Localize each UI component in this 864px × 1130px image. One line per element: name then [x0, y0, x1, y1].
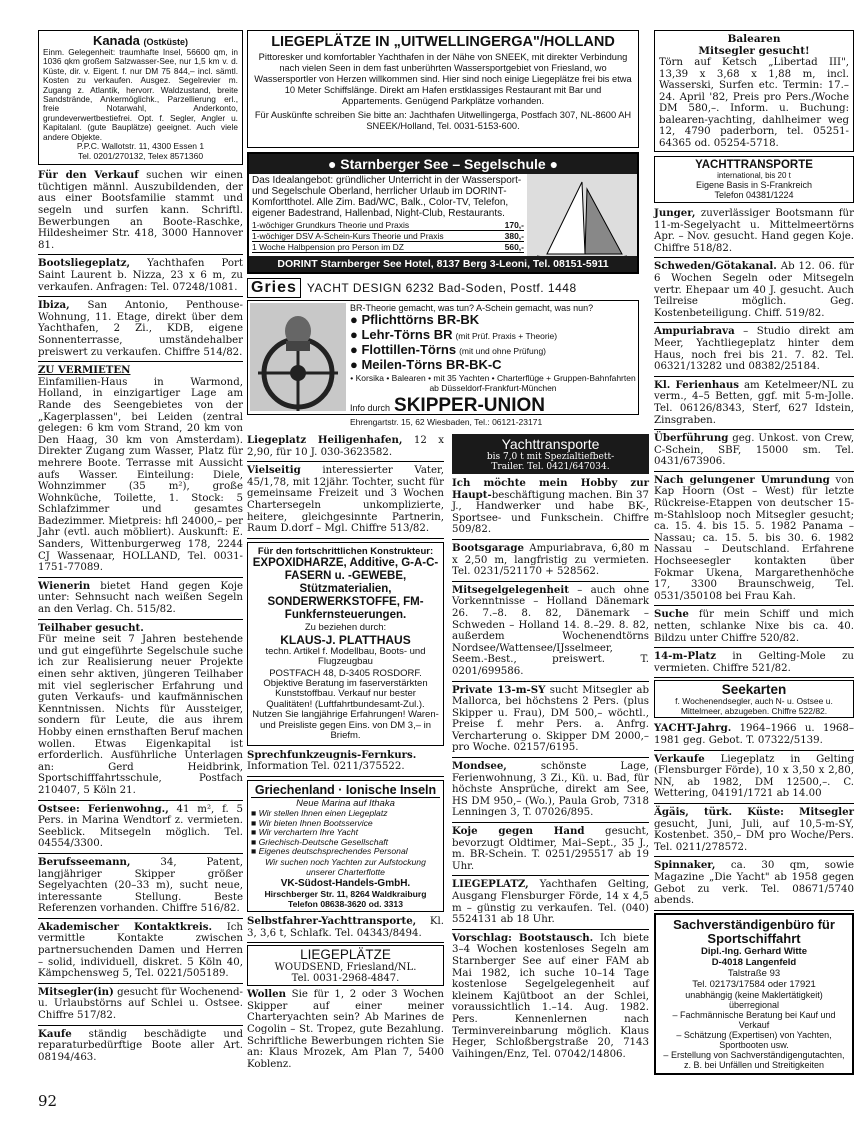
dorint-price-list: [252, 220, 524, 253]
yachttransporte-intl-line2: Eigene Basis in S-Frankreich: [695, 180, 813, 190]
classified-head: Kl. Ferienhaus: [654, 378, 739, 391]
uitwellingerga-contact: Für Auskünfte schreiben Sie bitte an: Jachthafen Uitwellingerga, Postfach 307, NL-8600 AH SNEEK/Holland, Tel. 0031-5153-600.: [254, 110, 632, 131]
classified-spinnaker: [654, 859, 854, 910]
item-text: Wir bieten Ihnen Bootsservice: [258, 817, 373, 828]
balearen-ad: [654, 30, 854, 152]
item-text: Griechisch-Deutsche Gesellschaft: [258, 836, 389, 847]
classified-text: bietet Hand gegen Koje unter: Sehnsucht nach weißen Segeln an den Verlag. Ch. 515/82.: [38, 580, 243, 616]
dash-icon: –: [672, 1009, 680, 1020]
skipper-wheel-icon: [250, 303, 346, 411]
balearen-title: Balearen: [727, 33, 781, 45]
sailboat-icon: [527, 174, 637, 264]
classified-text: in Gelting-Mole zu vermieten. Chiffre 521/82.: [654, 651, 854, 674]
yachttransporte-ad: [452, 434, 649, 474]
classified-text: Ich vermittle Kontakte zwischen partnersuchenden Damen und Herren – solid, individuell, diskret. 5 Köln 40, Kämpchensweg 5, Tel. 0221/505189.: [38, 921, 243, 980]
classified-hobby: [452, 477, 649, 540]
classified-text: Kl. 3, 3,6 t, Schlafk. Tel. 04343/8494.: [247, 916, 444, 939]
classified-platz14: [654, 650, 854, 678]
sachverstaendig-item: [659, 1010, 849, 1030]
classified-text: beschäftigung machen. Bin 37 J., Handwerker und habe BK-, Sportsee- und Funkschein. Chiffre 509/82.: [452, 489, 649, 536]
classified-head: Ägäis, türk. Küste: Mitsegler: [654, 805, 854, 818]
skipper-course: [350, 358, 636, 373]
kanada-body: Einm. Gelegenheit: traumhafte Insel, 56600 qm, in 1036 qkm großem Salzwasser-See, nur 1,5 km v. d. Küste, dir. v. Eigent. f. nur DM 75 844,– incl. sämtl. Kosten zu verkaufen. Ausgez. Segelrevier m. Zugang z. Atlantik, hervorr. Waldzustand, breite Sandstrände, Ankermöglichk., Parzellierung erl., freie Notarwahl, Anderkonto, grundeverwertbestiefrei. Opt. f. Segler, Angler u. Kapitalanl. (gute Bauplätze) geeignet. Auch viele andere Objekte.: [43, 47, 238, 142]
square-bullet-icon: ■: [251, 807, 259, 818]
price-value: 380,-: [504, 231, 524, 241]
sachverstaendig-city: D-4018 Langenfeld: [711, 956, 797, 968]
classified-head: Kaufe: [38, 1027, 72, 1040]
classified-selbstfahrer: [247, 915, 444, 943]
griechenland-list: [251, 809, 440, 857]
classified-head: Ibiza,: [38, 299, 70, 312]
classified-head: LIEGEPLATZ,: [452, 878, 529, 891]
sachverstaendig-ad: [654, 913, 854, 1075]
classified-text: ständig beschädigte und reparaturbedürftige Boote aller Art. 08194/463.: [38, 1028, 243, 1063]
platthaus-products-2: SONDERWERKSTOFFE, FM-Funkfernsteuerungen.: [267, 595, 424, 621]
dorint-body: Das Idealangebot: gründlicher Unterricht in der Wassersport- und Segelschule Oberland, herrlicher Urlaub im DORINT-Komfortthotel. Alle Zim. Bad/WC, Balk., Color-TV, Telefon, eigener Badestrand, Hallenbad, Night-Club, Restaurants.: [252, 175, 522, 219]
classified-text: Yachthafen Gelting, Ausgang Flensburger Förde, 14 x 4,5 m – günstig zu verkaufen. Tel. (040) 5524131 ab 18 Uhr.: [452, 879, 649, 926]
classified-text: Liegeplatz in Gelting (Flensburger Förde), 10 x 3,50 x 2,80, NN, ab 1982, DM 12500,–. C. Wettering, 04191/1721 ab 14.00: [654, 753, 854, 800]
classified-text: Ich biete 3–4 Wochen kostenloses Segeln am Starnberger See auf einer FAM ab Mai 1982, ich suche 10–14 Tage kostenlose Segelgelegenheit auf kleinem Kajütboot an der Schlei, voraussichtlich 1.–14. Aug. 1982. Pers. Kennenlernen nach Terminvereinbarung möglich. Klaus Heger, Schloßbergstraße 20, 7143 Vaihingen/Enz, Tel. 07042/14806.: [452, 932, 650, 1060]
kanada-address: P.P.C. Wallotstr. 11, 4300 Essen 1: [76, 141, 205, 152]
classified-text: Yachthafen Port Saint Laurent b. Nizza, 23 x 6 m, zu verkaufen. Anfragen: Tel. 07248/1081.: [38, 258, 243, 293]
item-text: Fachmännische Beratung bei Kauf und Verkauf: [679, 1009, 836, 1030]
classified-heiligenhafen: [247, 434, 444, 462]
skipper-course: [350, 313, 636, 328]
classified-head: Bootsgarage: [452, 541, 524, 554]
classified-text: zuverlässiger Bootsmann für 11-m-Segelyacht u. Mittelmeertörns Apr. – Nov. gesucht. Hand gegen Koje. Chiffre 518/82.: [654, 208, 854, 254]
yachttransporte-intl-title: YACHTTRANSPORTE: [695, 159, 813, 171]
classified-text: suchen wir einen tüchtigen männl. Auszubildenden, der aus einer Bootsfamilie stammt und segeln und surfen kann. Schriftl. Bewerbungen an Boote-Raschke, Hildesheimer Str. 418, 3000 Hannover 81.: [38, 170, 243, 251]
kanada-title: Kanada: [92, 33, 140, 48]
griechenland-title: Griechenland · Ionische Inseln: [251, 783, 440, 798]
bullet-icon: ●: [350, 312, 362, 327]
classified-umrundung: [654, 474, 854, 607]
seekarten-title: Seekarten: [721, 682, 787, 698]
classified-text: 41 m², f. 5 Pers. in Marina Wendtorf z. vermieten. Seeblick. Mitsegeln möglich. Tel. 04554/3300.: [38, 803, 244, 850]
page-number: 92: [38, 1092, 58, 1110]
uitwellingerga-body: Pittoresker und komfortabler Yachthafen in der Nähe von SNEEK, mit direkter Verbindung nach vielen Seen in dem fast unberührten Wassersportgebiet von Friesland, wo Wassersportler von Herzen willkommen sind. Hier sind noch einige Liegeplätze frei bis etwa 10 Meter Schiffslänge. Direkt am Hafen erstklassiges Restaurant mit Bar und Appartements. Genügend Parkplätze vorhanden.: [254, 52, 632, 106]
classified-head: ZU VERMIETEN: [38, 364, 131, 377]
square-bullet-icon: ■: [251, 846, 259, 857]
classified-text: ca. 30 qm, sowie Magazine „Die Yacht" ab 1958 gegen Gebot zu verk. Tel. 08671/5740 abends.: [654, 860, 854, 907]
item-text: Wir stellen Ihnen einen Liegeplatz: [258, 807, 388, 818]
sachverstaendig-title: Sachverständigenbüro für Sportschiffahrt: [673, 916, 835, 946]
classified-koje: [452, 825, 649, 876]
skipper-union-ad: [247, 300, 639, 427]
classified-head: Wollen: [247, 988, 287, 1001]
woudsend-title: LIEGEPLÄTZE: [300, 947, 391, 963]
platthaus-products: EXPOXIDHARZE, Additive, G-A-C-FASERN u. -GEWEBE, Stützmaterialien,: [252, 556, 439, 595]
yachttransporte-intl-line1: international, bis 20 t: [717, 171, 791, 180]
classified-head: Wienerin: [38, 579, 91, 592]
classified-head: Akademischer Kontaktkreis.: [38, 920, 212, 933]
classified-text: schönste Lage, Ferienwohnung, 3 Zi., Kü. u. Bad, für höchste Ansprüche, direkt am See, HS DM 950,– (Wo.), Paula Grob, 7318 Lenningen 3, T. 07026/895.: [452, 761, 649, 819]
uitwellingerga-ad: [247, 30, 639, 148]
column-3: [452, 434, 649, 1065]
classified-kaufe: [38, 1028, 243, 1067]
classified-head: Mondsee,: [452, 760, 507, 773]
price-value: 170,-: [504, 220, 524, 230]
skipper-intro: BR-Theorie gemacht, was tun? A-Schein gemacht, was nun?: [350, 303, 594, 313]
price-row: [252, 242, 524, 253]
classified-yachtjahrg: [654, 722, 854, 750]
sachverstaendig-name: Dipl.-Ing. Gerhard Witte: [701, 945, 807, 957]
yachttransporte-title: Yachttransporte: [501, 436, 600, 452]
classified-text: Für meine seit 7 Jahren bestehende und gut eingeführte Segelschule suche ich zur Realisierung neuer Projekte einen sehr aktiven, jüngeren Teilhaber mit viel seglerischer Erfahrung und guten Verkaufs- und kaufmännischen Kenntnissen. Nichts für Aussteiger, sondern für Leute, die aus ihrem Hobby einen ernsthaften Beruf machen wollen. Etwas Eigenkapital ist erforderlich. Ausführliche Unterlagen an: Gerd Heidbrink, Sportschifffahrtsschule, Postfach 210407, 5 Köln 21.: [38, 634, 243, 796]
classified-verkaufe: [654, 753, 854, 804]
classified-verkauf: [38, 169, 243, 255]
classified-berufsseemann: [38, 856, 243, 919]
sachverstaendig-item: [659, 1030, 849, 1050]
classified-mitsegelgelegenheit: [452, 584, 649, 682]
skipper-info: Info durch: [350, 403, 391, 413]
griechenland-tel: Telefon 08638-3620 od. 3313: [288, 899, 403, 910]
skipper-extra: • Korsika • Balearen • mit 35 Yachten • Charterflüge + Gruppen-Bahnfahrten ab Düsseldorf-Frankfurt-München: [350, 373, 636, 393]
griechenland-firm: VK-Südost-Handels-GmbH.: [280, 878, 411, 890]
classified-head: Berufsseemann,: [38, 855, 131, 868]
classified-head: YACHT-Jahrg.: [654, 722, 732, 735]
classified-vielseitig: [247, 464, 444, 539]
yachttransporte-line2: Trailer. Tel. 0421/647034.: [491, 462, 610, 472]
classified-text: geg. Unkost. von Crew, C-Schein, SBF, 15000 sm. Tel. 0431/673906.: [654, 433, 854, 468]
square-bullet-icon: ■: [251, 836, 259, 847]
classified-wienerin: [38, 580, 243, 620]
sailboat-illustration: [527, 174, 637, 264]
platthaus-address: POSTFACH 48, D-3405 ROSDORF.: [269, 667, 422, 679]
classified-head: Für den Verkauf: [38, 169, 139, 182]
kanada-ad: [38, 30, 243, 165]
classified-text: 1964–1966 u. 1968–1981 geg. Gebot. T. 07322/5139.: [654, 723, 854, 746]
classified-bootsgarage: [452, 542, 649, 582]
platthaus-name: KLAUS-J. PLATTHAUS: [280, 632, 411, 647]
dorint-ad: [247, 152, 639, 274]
classified-text: 34, Patent, langjähriger Skipper größer Segelyachten (20–33 m), sucht neue, interessante Stellung. Beste Referenzen vorhanden. Chiffre 516/82.: [38, 856, 243, 915]
classified-head: Bootsliegeplatz,: [38, 257, 131, 270]
dash-icon: –: [676, 1029, 684, 1040]
classified-junger: [654, 207, 854, 258]
classified-text: 12 x 2,90, für 10 J. 030-3623582.: [247, 435, 445, 458]
classified-head: Schweden/Götakanal.: [654, 260, 777, 273]
course-name: Lehr-Törns BR: [361, 327, 453, 342]
kanada-tel: Tel. 0201/270132, Telex 8571360: [77, 150, 204, 161]
platthaus-via: Zu beziehen durch:: [304, 621, 387, 633]
seekarten-ad: [654, 680, 854, 718]
classified-ostsee: [38, 803, 243, 854]
classified-suche: [654, 608, 854, 648]
griechenland-ad: [247, 780, 444, 912]
classified-private: [452, 684, 649, 759]
bullet-icon: ●: [350, 342, 362, 357]
sachverstaendig-list: [659, 1010, 849, 1070]
uitwellingerga-title: LIEGEPLÄTZE IN „UITWELLINGERGA"/HOLLAND: [271, 34, 615, 50]
classified-head: Ostsee: Ferienwohng.,: [38, 802, 169, 815]
classified-text: gesucht für Wochenend- u. Urlaubstörns auf Schlei u. Ostsee. Chiffre 517/82.: [38, 986, 243, 1022]
gries-title: YACHT DESIGN 6232 Bad-Soden, Postf. 1448: [306, 281, 577, 295]
classified-ampuriabrava: [654, 325, 854, 376]
column-1: [38, 30, 243, 1068]
wide-ads: [247, 30, 639, 427]
classified-head: Überführung: [654, 432, 729, 445]
woudsend-tel: Tel. 0031-2968-4847.: [291, 973, 400, 985]
classified-text: Sie für 1, 2 oder 3 Wochen Skipper auf einer meiner Charteryachten sein? Ab Marines de Cogolin – St. Tropez, gute Bezahlung. Schriftliche Bewerbungen richten Sie an: Klaus Mrozek, Am Plan 7, 5400 Koblenz.: [247, 989, 444, 1070]
platthaus-desc: techn. Artikel f. Modellbau, Boots- und Flugzeugbau: [265, 645, 426, 668]
griechenland-want: Wir suchen noch Yachten zur Aufstockung unserer Charterflotte: [265, 856, 426, 877]
course-name: Pflichttörns BR-BK: [361, 312, 480, 327]
bullet-icon: ●: [350, 327, 362, 342]
price-value: 560,-: [504, 242, 524, 252]
classified-text: von Kap Hoorn (Ost – West) für letzte Rückreise-Etappen von deutscher 15-m-Stahlsloop noch Mitsegler gesucht; ca. 15. 4. bis 15. 5. 1982 Panama – Nassau; ca. 15. 5. bis 30. 6. 1982 Nassau – Deutschland. Erfahrene Hochseesegler kontakten über Fokmar Ukena, Margarethenhöche 17, 3300 Braunschweig, Tel. 0531/350108 bei Frau Kah.: [654, 474, 854, 602]
skipper-brand: SKIPPER-UNION: [394, 395, 545, 416]
platthaus-body: Objektive Beratung im faserverstärkten Kunststoffbau. Verkauf nur bester Qualitäten! (Luftfahrtbundesamt-Zul.). Nutzen Sie langjährige Erfahrungen! Waren- und Preisliste gegen Eins. von DM 3,– in Briefm.: [252, 677, 439, 742]
price-row: [252, 220, 524, 231]
classified-text: Information Tel. 0211/375522.: [247, 761, 405, 773]
classified-akademischer: [38, 921, 243, 984]
classified-schweden: [654, 260, 854, 323]
item-text: Eigenes deutschsprechendes Personal: [258, 846, 408, 857]
classified-text: gesucht, bevorzugt Oldtimer, Mai–Sept., 35 J., m. BR-Schein. T. 0251/295517 ab 19 Uhr.: [452, 826, 649, 872]
classified-head: Ich möchte mein Hobby zur Haupt-: [452, 477, 649, 501]
dash-icon: –: [663, 1049, 671, 1060]
course-note: (mit und ohne Prüfung): [459, 346, 547, 356]
sachverstaendig-line1: unabhängig (keine Maklertätigkeit) überregional: [685, 989, 823, 1010]
platthaus-intro: Für den fortschrittlichen Konstrukteur:: [257, 545, 434, 557]
sachverstaendig-item: [659, 1050, 849, 1070]
yachttransporte-intl-ad: [654, 156, 854, 203]
kanada-sub: (Ostküste): [143, 37, 189, 47]
woudsend-place: WOUDSEND, Friesland/NL.: [274, 962, 417, 974]
classified-head: Mitsegler(in): [38, 985, 114, 998]
classified-text: – auch ohne Vorkenntnisse – Holland Dänemark 26. 7.–8. 8. 82, Dänemark – Schweden – Holland 14. 8.–29. 8. 82, außerdem Wochenendtörns Nordsee/Wattensee/IJsselmeer, Seem.-Best., preiswert. T. 0201/699586.: [452, 584, 649, 677]
gries-ad: [247, 278, 639, 298]
gries-logo: Gries: [247, 278, 301, 298]
classified-wollen: [247, 988, 444, 1073]
course-note: (mit Prüf. Praxis + Theorie): [455, 331, 558, 341]
classified-head: Sprechfunkzeugnis-Fernkurs.: [247, 748, 417, 761]
bullet-icon: ●: [350, 357, 362, 372]
classified-bootsliegeplatz: [38, 257, 243, 297]
classified-head: Nach gelungener Umrundung: [654, 473, 830, 486]
classified-text: sucht Mitsegler ab Mallorca, bei höchstens 2 Pers. (plus Skipper u. Frau), DM 500,– wöchtl., Preise f. mehr Pers. a. Anfrg. Vercharterung o. Skipper DM 2000,– pro Woche. 02157/6195.: [452, 684, 649, 754]
balearen-sub: Mitsegler gesucht!: [698, 45, 810, 57]
classified-vorschlag: [452, 932, 649, 1064]
item-text: Erstellung von Sachverständigengutachten, z. B. bei Unfällen und Streitigkeiten: [670, 1049, 845, 1070]
classified-teilhaber: [38, 622, 243, 801]
square-bullet-icon: ■: [251, 827, 259, 838]
classified-head: Selbstfahrer-Yachttransporte,: [247, 915, 417, 928]
classified-text: San Antonio, Penthouse-Wohnung, 11. Etage, direkt über dem Yachthafen, 2 Zi., KDB, eigene Sonnenterrasse, umständehalber preiswert zu verkaufen. Chiffre 514/82.: [38, 300, 243, 358]
classified-head: Teilhaber gesucht.: [38, 621, 144, 634]
classified-head: Verkaufe: [654, 752, 705, 765]
price-label: 1-wöchiger Grundkurs Theorie und Praxis: [252, 220, 410, 230]
square-bullet-icon: ■: [251, 817, 259, 828]
classified-ibiza: [38, 299, 243, 362]
classified-head: Ampuriabrava: [654, 325, 735, 338]
classified-text: gesucht, Juni, Juli, auf 10,5-m-SY, Kostenbet. 350,– DM pro Woche/Pers. Tel. 0211/278572.: [654, 818, 854, 853]
classified-vermieten: [38, 364, 243, 578]
skipper-course-list: [350, 313, 636, 373]
item-text: Schätzung (Expertisen) von Yachten, Sportbooten usw.: [683, 1029, 832, 1050]
classified-head: Vielseitig: [247, 464, 301, 477]
classified-head: Private 13-m-SY: [452, 683, 546, 696]
classified-head: 14-m-Platz: [654, 650, 717, 663]
dorint-title: ● Starnberger See – Segelschule ●: [249, 154, 637, 174]
skipper-photo: [250, 303, 346, 411]
sachverstaendig-tel: Tel. 02173/17584 oder 17921: [692, 978, 816, 990]
price-label: 1-wöchiger DSV A-Schein-Kurs Theorie und Praxis: [252, 231, 444, 241]
classified-head: Junger,: [654, 207, 696, 219]
skipper-course: [350, 328, 636, 343]
classified-text: – Studio direkt am Meer, Yachtliegeplatz hinter dem Haus, noch frei bis 21. 7. 82. Tel. 06321/13282 und 08382/25184.: [654, 326, 854, 373]
item-text: Wir verchartern Ihre Yacht: [258, 827, 359, 838]
course-name: Meilen-Törns BR-BK-C: [361, 357, 502, 372]
classified-text: für mein Schiff und mich netten, schlanke Nixe bis ca. 40. Bildzu unter Chiffre 520/82.: [654, 609, 854, 644]
classified-head: Vorschlag: Bootstausch.: [452, 931, 594, 944]
column-2: [247, 434, 444, 1075]
classified-aegaeis: [654, 806, 854, 857]
course-name: Flottillen-Törns: [361, 342, 457, 357]
column-4: [654, 30, 854, 1079]
price-label: 1 Woche Halbpension pro Person im DZ: [252, 242, 404, 252]
woudsend-ad: [247, 945, 444, 986]
seekarten-text: f. Wochenendsegler, auch N- u. Ostsee u. Mittelmeer, abzugeben. Chiffre 522/82.: [675, 696, 833, 716]
balearen-text: Törn auf Ketsch „Libertad III", 13,39 x 3,68 x 1,88 m, incl. Wasserski, Surfen etc. Termin: 17.–24. April '82, Preis pro Pers./Woche DM 580,–. Inform. u. Buchung: balearen-yachting, dahlheimer weg 12, 4790 paderborn, tel. 05251-64365 od. 05254-5718.: [659, 57, 849, 149]
classified-text: Ab 12. 06. für 6 Wochen Segeln oder Mitsegeln vertr. Ehepaar um 40 J. gesucht. Auch Teilreise möglich. Geg. Kostenbeteiligung. Chiff. 519/82.: [654, 261, 854, 319]
classified-text: interessierter Vater, 45/1,78, mit 12jähr. Tochter, sucht für gemeinsame Freizeit und 3 Wochen Chartersegeln unkomplizierte, heitere, gleichgesinnte Partnerin, Raum D.dorf – Mgl. Chiffre 513/82.: [247, 465, 444, 535]
classified-head: Spinnaker,: [654, 859, 716, 872]
classified-head: Koje gegen Hand: [452, 825, 585, 838]
yachttransporte-line1: bis 7,0 t mit Spezialtiefbett-: [486, 452, 615, 462]
price-row: [252, 231, 524, 242]
classified-head: Liegeplatz Heiligenhafen,: [247, 434, 403, 446]
dorint-footer: DORINT Starnberger See Hotel, 8137 Berg 3-Leoni, Tel. 08151-5911: [249, 256, 637, 272]
classified-ferienhaus: [654, 379, 854, 430]
griechenland-sub: Neue Marina auf Ithaka: [296, 797, 395, 809]
griechenland-address: Hirschberger Str. 11, 8264 Waldkraiburg: [264, 889, 427, 900]
classified-text: Einfamilien-Haus in Warmond, Holland, in einzigartiger Lage am Rande des Seengebietes von der „Kagerplassen", bei Leiden (zentral gelegen: 6 km vom Strand, 20 km von Den Haag, 30 km von Amsterdam). Direkter Zugang zum Wasser, Platz für mehrere Boote. Terrasse mit Aussicht aufs Wasser. Einteilung: Diele, Wohnzimmer (35 m²), große Wohnküche, Toilette, 1. Stock: 5 Schlafzimmer und gesamtes Badezimmer. Mietpreis: hfl 24000,– per Jahr (evtl. auch möbliert). Auskunft: E. Sanders, Wittenburgerweg 178, 2244 CJ Wassenaar, HOLLAND, Tel. 0031-1751-77089.: [38, 376, 243, 574]
classified-gelting-liegeplatz: [452, 878, 649, 929]
classified-text: am Ketelmeer/NL zu verm., 4–5 Betten, ggf. mit 5-m-Jolle. Tel. 06126/8343, Sterf, 627 Idstein, Zinsgraben.: [654, 379, 854, 426]
platthaus-ad: [247, 542, 444, 746]
sachverstaendig-street: Talstraße 93: [727, 967, 781, 979]
yachttransporte-intl-line3: Telefon 04381/1224: [714, 190, 794, 200]
classified-mondsee: [452, 760, 649, 823]
skipper-address: Ehrengartstr. 15, 62 Wiesbaden, Tel.: 06121-23171: [350, 417, 543, 427]
classified-text: Ampuriabrava, 6,80 m x 2,50 m, langfristig zu vermieten. Tel. 0231/521170 + 528562.: [452, 542, 649, 578]
classified-head: Suche: [654, 608, 689, 621]
griechenland-item: [251, 847, 440, 857]
classified-head: Mitsegelgelegenheit: [452, 583, 569, 596]
classified-ueberfuehrung: [654, 432, 854, 472]
skipper-course: [350, 343, 636, 358]
classified-mitsegler: [38, 986, 243, 1026]
classified-sprechfunk: [247, 749, 444, 777]
